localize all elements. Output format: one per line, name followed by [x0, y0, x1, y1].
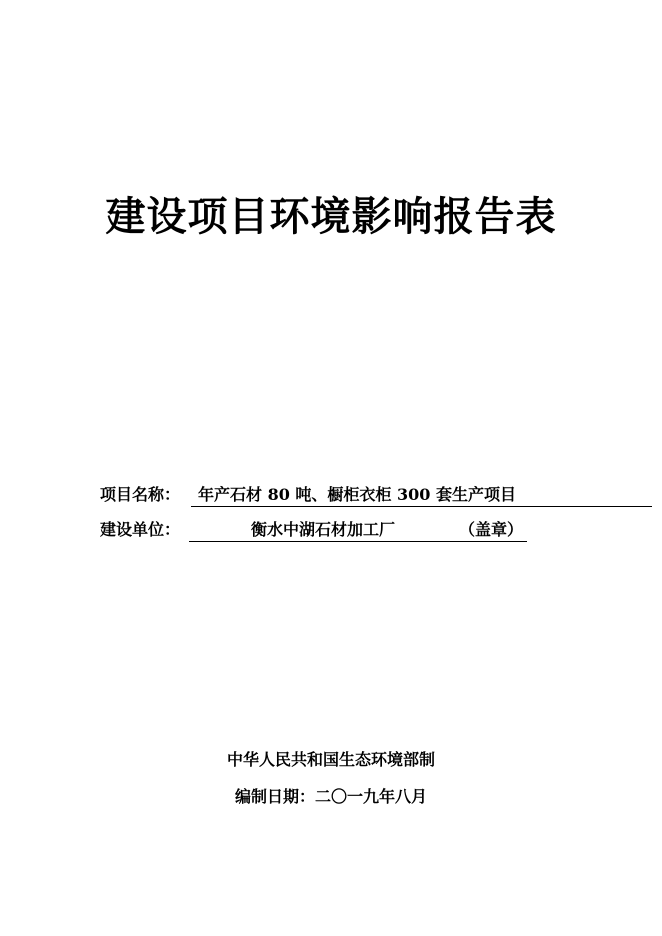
issuing-authority: 中华人民共和国生态环境部制 [226, 750, 435, 769]
compile-date-value: 二〇一九年八月 [315, 787, 428, 806]
construction-unit-label: 建设单位： [100, 520, 181, 539]
construction-unit-field [189, 518, 527, 542]
document-title: 建设项目环境影响报告表 [105, 193, 557, 240]
project-name-value: 年产石材 80 吨、橱柜衣柜 300 套生产项目 [191, 483, 652, 507]
compile-date-label: 编制日期： [234, 787, 315, 806]
seal-note: （盖章） [459, 520, 524, 539]
compile-date-line [0, 785, 662, 809]
project-name-label: 项目名称： [100, 485, 181, 504]
construction-unit-value: 衡水中湖石材加工厂 [251, 520, 396, 539]
